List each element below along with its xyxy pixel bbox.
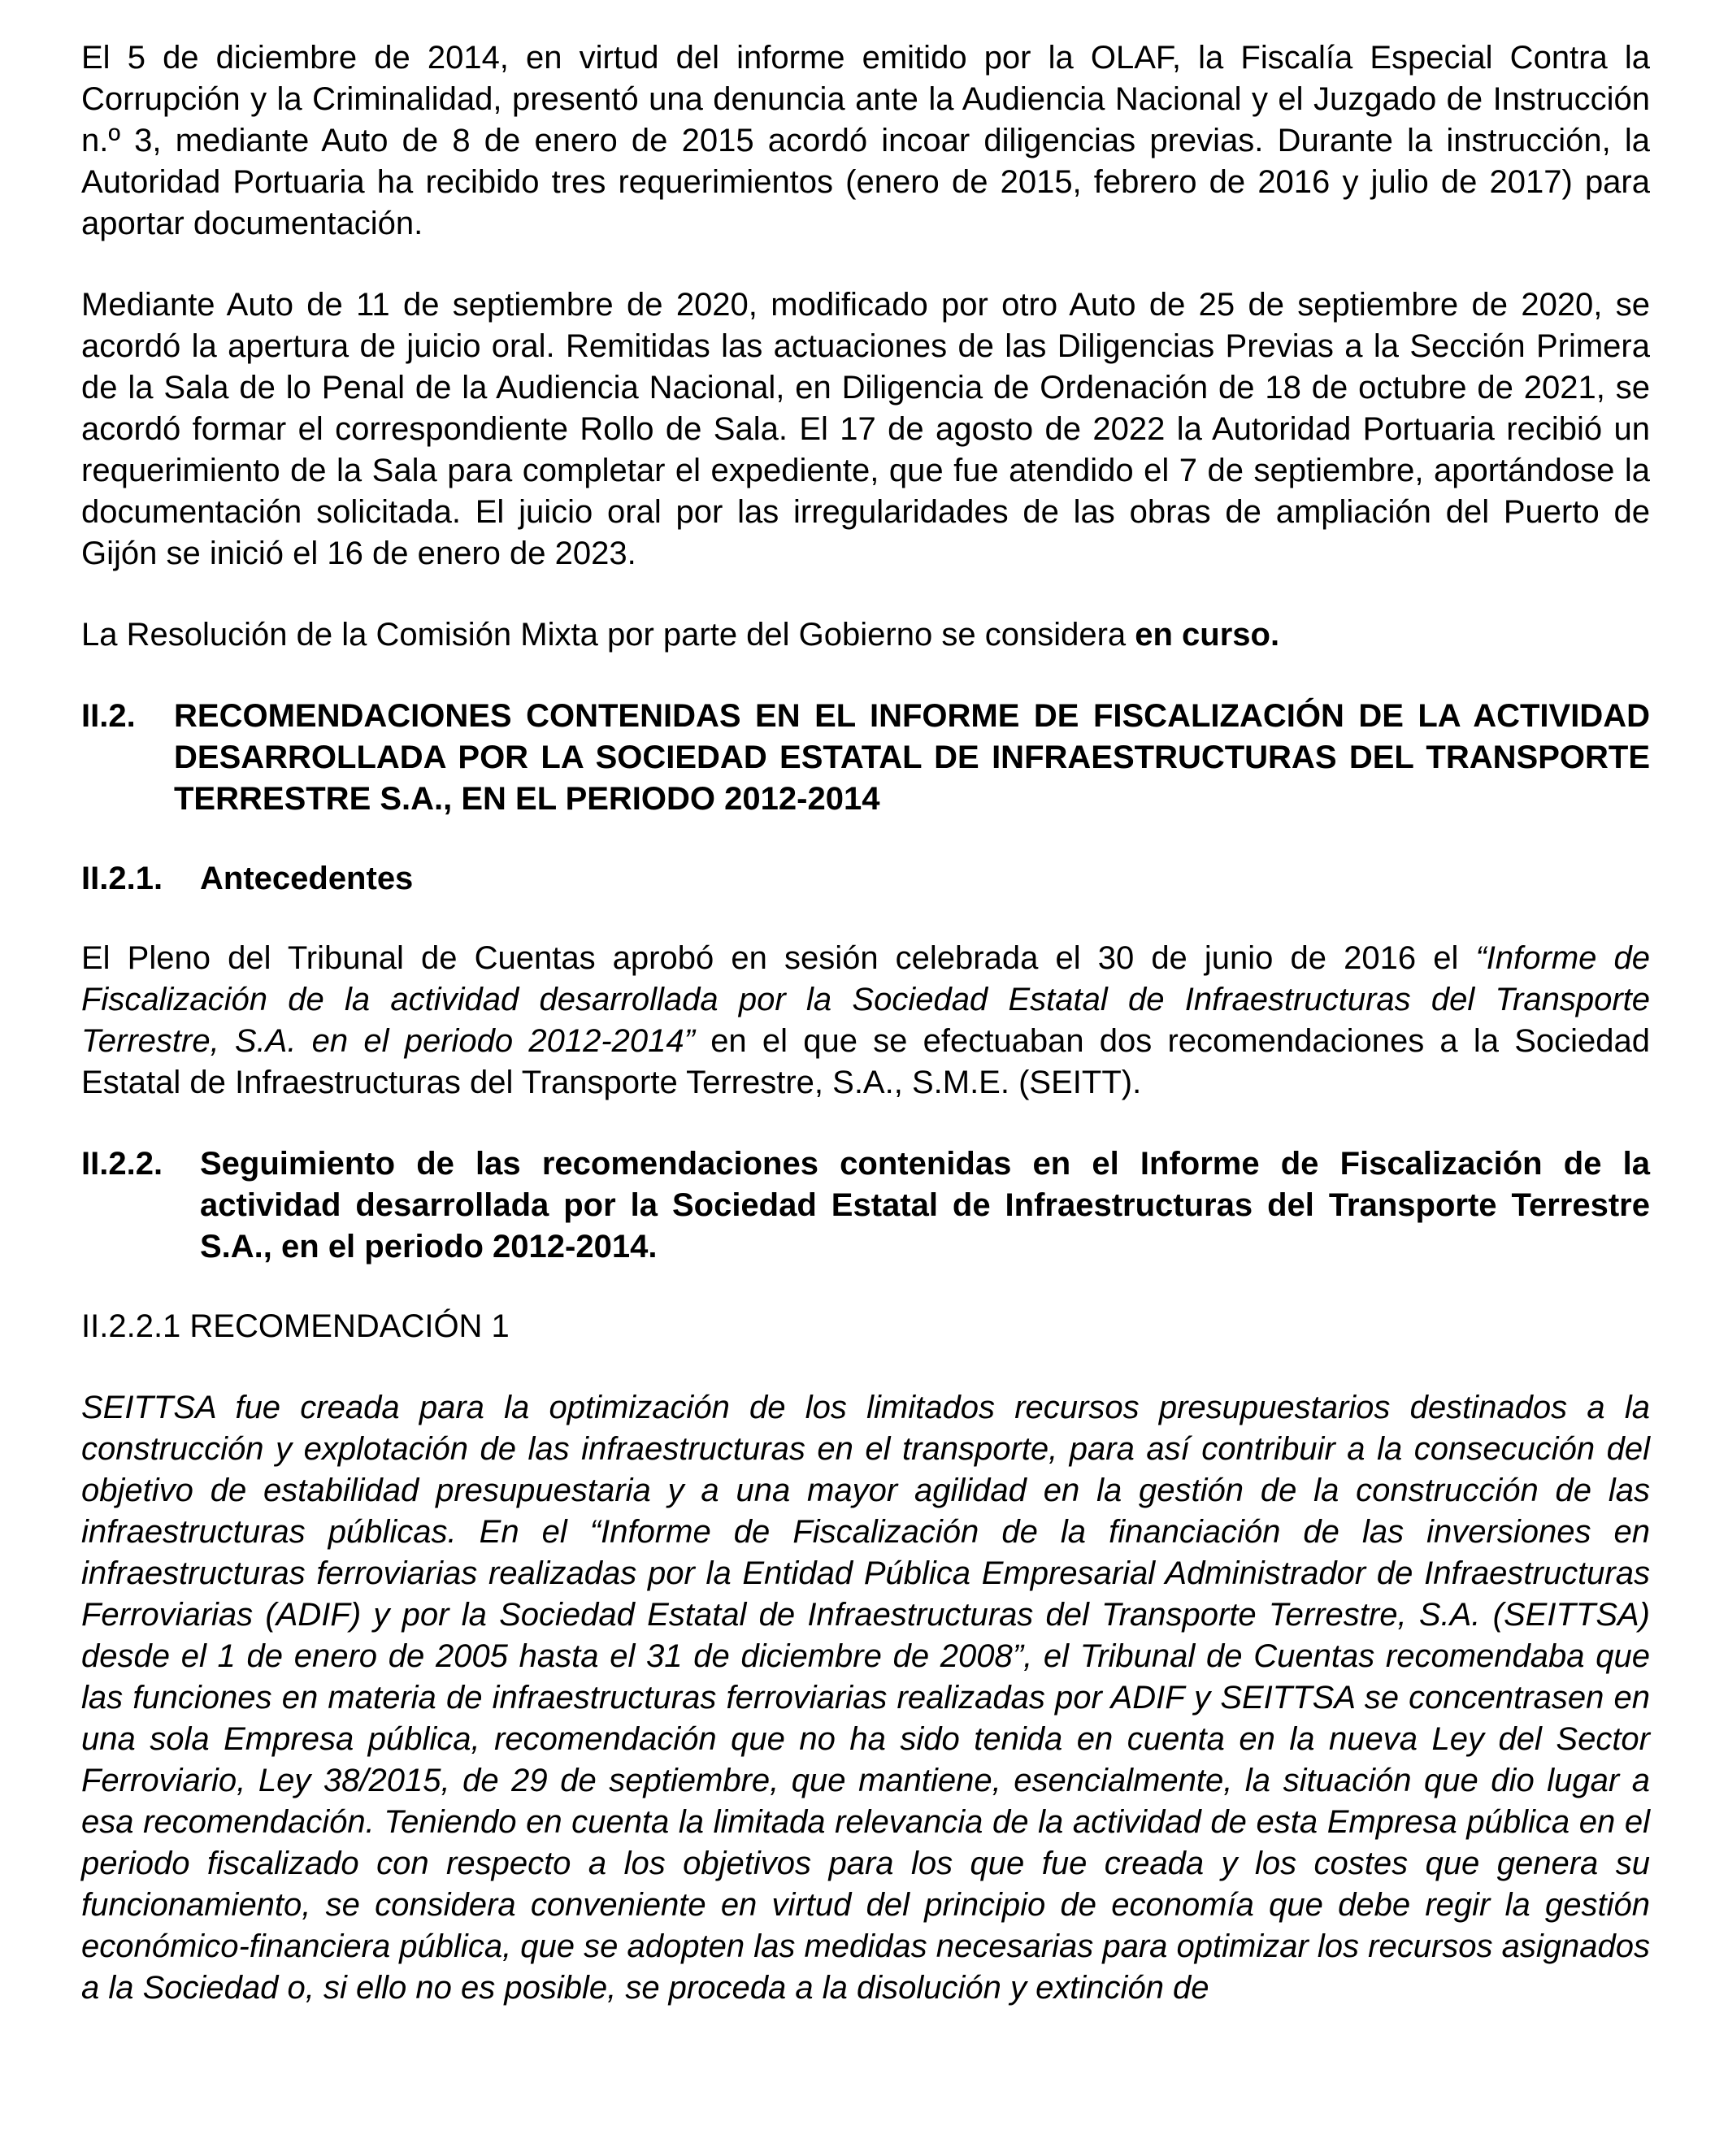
paragraph-juicio-oral: Mediante Auto de 11 de septiembre de 2020, modificado por otro Auto de 25 de septiembre de 2020, se acordó la apertura de juicio oral. Remitidas las actuaciones de las Diligencias Previas a la Sección Primera de la Sala de lo Penal de la Audiencia Nacional, en Diligencia de Ordenación de 18 de octubre de 2021, se acordó formar el correspondiente Rollo de Sala. El 17 de agosto de 2022 la Autoridad Portuaria recibió un requerimiento de la Sala para completar el expediente, que fue atendido el 7 de septiembre, aportándose la documentación solicitada. El juicio oral por las irregularidades de las obras de ampliación del Puerto de Gijón se inició el 16 de enero de 2023. xyxy=(81,287,1650,571)
paragraph-resolucion-status xyxy=(81,614,1650,656)
paragraph-olaf-denuncia: El 5 de diciembre de 2014, en virtud del informe emitido por la OLAF, la Fiscalía Especial Contra la Corrupción y la Criminalidad, presentó una denuncia ante la Audiencia Nacional y el Juzgado de Instrucción n.º 3, mediante Auto de 8 de enero de 2015 acordó incoar diligencias previas. Durante la instrucción, la Autoridad Portuaria ha recibido tres requerimientos (enero de 2015, febrero de 2016 y julio de 2017) para aportar documentación. xyxy=(81,40,1650,241)
subsection-number: II.2.2. xyxy=(81,1146,163,1182)
antecedentes-end: en el que se efectuaban dos recomendaciones a la Sociedad Estatal de Infraestructuras del Transporte Terrestre, S.A., S.M.E. (SEITT). xyxy=(81,1023,1651,1100)
subsection-heading-ii22 xyxy=(81,1143,1650,1268)
resolucion-text: La Resolución de la Comisión Mixta por parte del Gobierno se considera xyxy=(81,617,1135,653)
section-heading-ii2 xyxy=(81,696,1650,820)
document-page xyxy=(81,37,1650,2009)
subsection-number: II.2.1. xyxy=(81,861,163,896)
recommendation-heading: II.2.2.1 RECOMENDACIÓN 1 xyxy=(81,1308,510,1344)
subsection-title: Seguimiento de las recomendaciones contenidas en el Informe de Fiscalización de la actividad desarrollada por la Sociedad Estatal de Infraestructuras del Transporte Terrestre S.A., en el periodo 2012-2014. xyxy=(200,1146,1650,1265)
antecedentes-start: El Pleno del Tribunal de Cuentas aprobó en sesión celebrada el 30 de junio de 2016 el xyxy=(81,940,1476,976)
status-en-curso: en curso. xyxy=(1135,617,1280,653)
subsection-title: Antecedentes xyxy=(200,861,414,896)
section-number: II.2. xyxy=(81,698,136,734)
section-title: RECOMENDACIONES CONTENIDAS EN EL INFORME DE FISCALIZACIÓN DE LA ACTIVIDAD DESARROLLADA POR LA SOCIEDAD ESTATAL DE INFRAESTRUCTURAS DEL TRANSPORTE TERRESTRE S.A., EN EL PERIODO 2012-2014 xyxy=(174,698,1650,817)
subsection-heading-ii21 xyxy=(81,858,1650,900)
informe-title-quote: “Informe de Fiscalización de la actividad desarrollada por la Sociedad Estatal de Infraestructuras del Transporte Terrestre, S.A. en el periodo 2012-2014” xyxy=(81,940,1651,1059)
paragraph-antecedentes xyxy=(81,938,1650,1104)
recommendation-1-text: SEITTSA fue creada para la optimización de los limitados recursos presupuestarios destinados a la construcción y explotación de las infraestructuras en el transporte, para así contribuir a la consecución del objetivo de estabilidad presupuestaria y a una mayor agilidad en la gestión de la construcción de las infraestructuras públicas. En el “Informe de Fiscalización de la financiación de las inversiones en infraestructuras ferroviarias realizadas por la Entidad Pública Empresarial Administrador de Infraestructuras Ferroviarias (ADIF) y por la Sociedad Estatal de Infraestructuras del Transporte Terrestre, S.A. (SEITTSA) desde el 1 de enero de 2005 hasta el 31 de diciembre de 2008”, el Tribunal de Cuentas recomendaba que las funciones en materia de infraestructuras ferroviarias realizadas por ADIF y SEITTSA se concentrasen en una sola Empresa pública, recomendación que no ha sido tenida en cuenta en la nueva Ley del Sector Ferroviario, Ley 38/2015, de 29 de septiembre, que mantiene, esencialmente, la situación que dio lugar a esa recomendación. Teniendo en cuenta la limitada relevancia de la actividad de esta Empresa pública en el periodo fiscalizado con respecto a los objetivos para los que fue creada y los costes que genera su funcionamiento, se considera conveniente en virtud del principio de economía que debe regir la gestión económico-financiera pública, que se adopten las medidas necesarias para optimizar los recursos asignados a la Sociedad o, si ello no es posible, se proceda a la disolución y extinción de xyxy=(81,1390,1650,2006)
